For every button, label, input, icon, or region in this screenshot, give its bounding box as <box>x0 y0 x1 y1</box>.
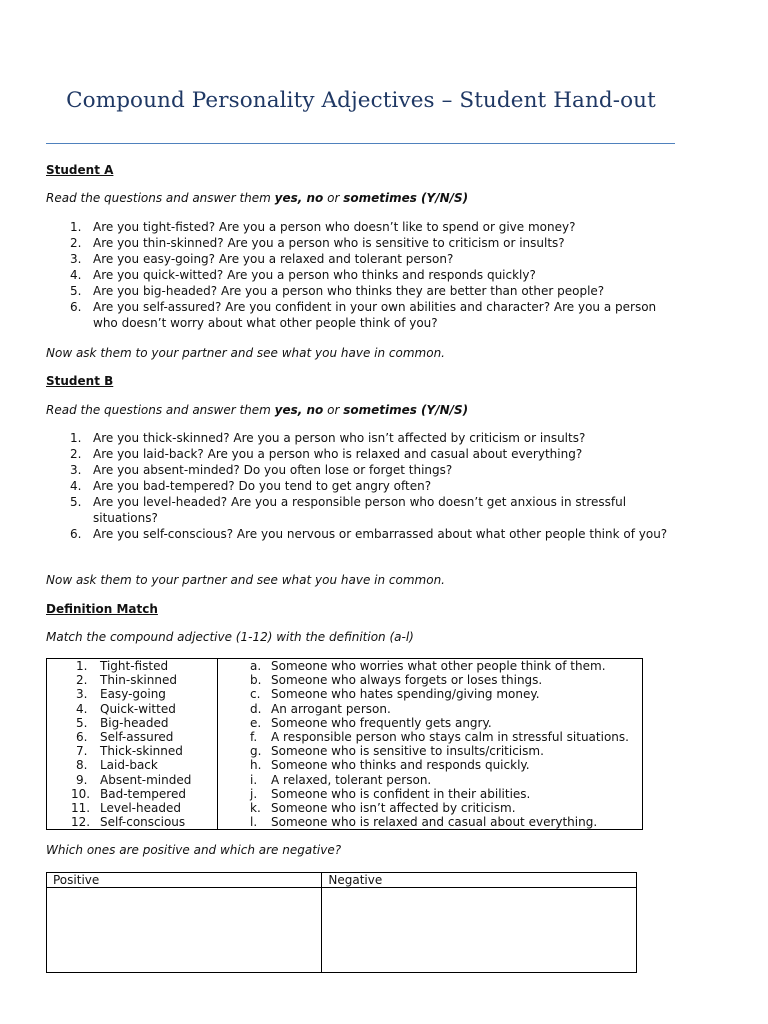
student-b-heading: Student B <box>46 374 114 388</box>
positive-negative-table <box>46 872 637 973</box>
list-item: 4. Are you quick-witted? Are you a person who thinks and responds quickly? <box>70 268 536 282</box>
definition-match-instruction: Match the compound adjective (1-12) with the definition (a-l) <box>46 630 414 644</box>
student-a-heading: Student A <box>46 163 114 177</box>
student-b-instruction: Read the questions and answer them yes, no or sometimes (Y/N/S) <box>46 403 469 417</box>
list-item: 2. Are you thin-skinned? Are you a person who is sensitive to criticism or insults? <box>70 236 565 250</box>
table-row: 12. Self-conscious <box>71 815 186 830</box>
table-row: a. Someone who worries what other people think of them. <box>250 659 606 673</box>
list-item: 5. Are you big-headed? Are you a person who thinks they are better than other people? <box>70 284 605 298</box>
student-b-questions <box>46 430 671 542</box>
table-row: 8. Laid-back <box>76 758 158 773</box>
table-row: 10. Bad-tempered <box>71 786 186 801</box>
list-item: 4. Are you bad-tempered? Do you tend to get angry often? <box>70 479 432 493</box>
table-row: 7. Thick-skinned <box>76 744 183 759</box>
student-a-closing: Now ask them to your partner and see what you have in common. <box>46 346 445 360</box>
table-row: k. Someone who isn’t affected by criticism. <box>250 801 516 816</box>
table-row: f. A responsible person who stays calm in stressful situations. <box>250 730 629 745</box>
student-a-instruction: Read the questions and answer them yes, no or sometimes (Y/N/S) <box>46 191 469 205</box>
definition-match-heading: Definition Match <box>46 602 158 616</box>
table-row: d. An arrogant person. <box>250 701 391 716</box>
definition-column <box>218 659 643 830</box>
followup-question: Which ones are positive and which are negative? <box>46 843 342 857</box>
table-row: h. Someone who thinks and responds quickly. <box>250 758 530 773</box>
table-row: g. Someone who is sensitive to insults/criticism. <box>250 744 544 759</box>
list-item: 3. Are you easy-going? Are you a relaxed and tolerant person? <box>70 252 454 266</box>
table-row: 9. Absent-minded <box>76 772 192 787</box>
table-row: 6. Self-assured <box>76 730 174 745</box>
table-row: l. Someone who is relaxed and casual about everything. <box>250 815 598 830</box>
list-item: 5. Are you level-headed? Are you a responsible person who doesn’t get anxious in stressful situations? <box>70 495 627 525</box>
table-row: 3. Easy-going <box>76 687 166 702</box>
student-a-questions <box>46 219 671 331</box>
negative-answer-cell[interactable] <box>322 888 637 973</box>
table-row: 1. Tight-fisted <box>76 659 169 673</box>
table-row: i. A relaxed, tolerant person. <box>250 772 432 787</box>
list-item: 1. Are you thick-skinned? Are you a person who isn’t affected by criticism or insults? <box>70 431 586 445</box>
table-row: c. Someone who hates spending/giving money. <box>250 687 540 702</box>
table-row: j. Someone who is confident in their abilities. <box>250 786 531 801</box>
list-item: 3. Are you absent-minded? Do you often lose or forget things? <box>70 463 453 477</box>
title-divider <box>46 143 675 144</box>
table-row: 2. Thin-skinned <box>76 673 177 688</box>
negative-header: Negative <box>322 873 637 888</box>
student-b-closing: Now ask them to your partner and see what you have in common. <box>46 573 445 587</box>
list-item: 2. Are you laid-back? Are you a person who is relaxed and casual about everything? <box>70 447 583 461</box>
table-row: b. Someone who always forgets or loses things. <box>250 673 543 688</box>
table-row: 5. Big-headed <box>76 715 169 730</box>
list-item: 6. Are you self-conscious? Are you nervous or embarrassed about what other people think of you? <box>70 527 668 541</box>
positive-answer-cell[interactable] <box>47 888 322 973</box>
page-title: Compound Personality Adjectives – Student Hand-out <box>66 88 656 113</box>
positive-header: Positive <box>47 873 322 888</box>
list-item: 6. Are you self-assured? Are you confident in your own abilities and character? Are you a person who doesn’t worry about what other people think of you? <box>70 300 657 330</box>
adjective-column <box>47 659 218 830</box>
list-item: 1. Are you tight-fisted? Are you a person who doesn’t like to spend or give money? <box>70 220 576 234</box>
table-row: 4. Quick-witted <box>76 701 176 716</box>
definition-match-table <box>46 658 643 830</box>
table-row: e. Someone who frequently gets angry. <box>250 715 492 730</box>
table-row: 11. Level-headed <box>71 801 181 816</box>
